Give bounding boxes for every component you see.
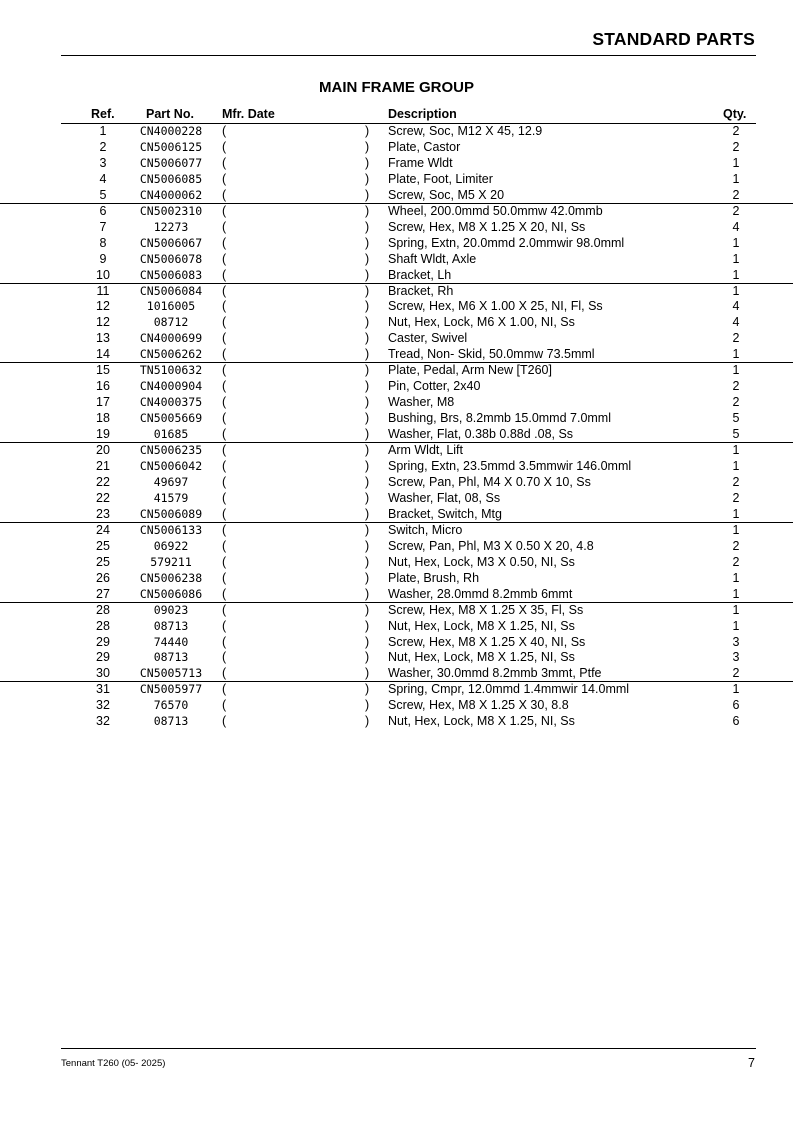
mfr-date-close-paren: )	[365, 203, 370, 218]
part-number-cell: CN5006077	[139, 155, 203, 170]
description-cell: Washer, Flat, 0.38b 0.88d .08, Ss	[388, 427, 574, 442]
ref-cell: 22	[96, 474, 110, 489]
description-cell: Bracket, Switch, Mtg	[388, 506, 502, 521]
part-number-cell: CN5006084	[139, 283, 203, 298]
ref-cell: 29	[96, 650, 110, 665]
footer-document-id: Tennant T260 (05- 2025)	[61, 1058, 166, 1069]
mfr-date-close-paren: )	[365, 124, 370, 138]
mfr-date-close-paren: )	[365, 411, 370, 426]
qty-cell: 1	[732, 251, 740, 266]
qty-cell: 4	[732, 315, 740, 330]
table-row	[0, 523, 793, 539]
qty-cell: 1	[732, 363, 740, 378]
qty-cell: 2	[732, 124, 740, 138]
mfr-date-close-paren: )	[365, 506, 370, 521]
part-number-cell: CN4000375	[139, 395, 203, 410]
mfr-date-close-paren: )	[365, 315, 370, 330]
mfr-date-open-paren: (	[222, 139, 227, 154]
mfr-date-open-paren: (	[222, 554, 227, 569]
table-row	[0, 666, 793, 682]
qty-cell: 1	[732, 618, 740, 633]
mfr-date-open-paren: (	[222, 299, 227, 314]
description-cell: Screw, Hex, M6 X 1.00 X 25, NI, Fl, Ss	[388, 299, 603, 314]
part-number-cell: CN4000699	[139, 331, 203, 346]
qty-cell: 6	[732, 698, 740, 713]
description-cell: Switch, Micro	[388, 522, 463, 537]
table-row	[0, 284, 793, 300]
ref-cell: 8	[99, 235, 107, 250]
table-row	[0, 204, 793, 220]
table-row	[0, 539, 793, 555]
mfr-date-open-paren: (	[222, 714, 227, 729]
qty-cell: 1	[732, 283, 740, 298]
ref-cell: 2	[99, 139, 107, 154]
table-row	[0, 347, 793, 363]
mfr-date-close-paren: )	[365, 267, 370, 282]
description-cell: Nut, Hex, Lock, M8 X 1.25, NI, Ss	[388, 714, 575, 729]
mfr-date-open-paren: (	[222, 634, 227, 649]
description-cell: Washer, 28.0mmd 8.2mmb 6mmt	[388, 586, 573, 601]
description-cell: Screw, Hex, M8 X 1.25 X 40, NI, Ss	[388, 634, 586, 649]
part-number-cell: CN5006042	[139, 459, 203, 474]
table-row	[0, 411, 793, 427]
qty-cell: 1	[732, 586, 740, 601]
mfr-date-close-paren: )	[365, 570, 370, 585]
part-number-cell: 08712	[153, 315, 189, 330]
qty-cell: 1	[732, 459, 740, 474]
ref-cell: 29	[96, 634, 110, 649]
mfr-date-open-paren: (	[222, 267, 227, 282]
ref-cell: 12	[96, 299, 110, 314]
description-cell: Washer, 30.0mmd 8.2mmb 3mmt, Ptfe	[388, 666, 602, 681]
part-number-cell: CN5006067	[139, 235, 203, 250]
part-number-cell: CN5006078	[139, 251, 203, 266]
mfr-date-close-paren: )	[365, 187, 370, 202]
description-cell: Wheel, 200.0mmd 50.0mmw 42.0mmb	[388, 203, 603, 218]
qty-cell: 1	[732, 171, 740, 186]
mfr-date-close-paren: )	[365, 395, 370, 410]
group-title: MAIN FRAME GROUP	[319, 79, 474, 96]
description-cell: Spring, Extn, 23.5mmd 3.5mmwir 146.0mml	[388, 459, 632, 474]
mfr-date-open-paren: (	[222, 522, 227, 537]
table-row	[0, 714, 793, 730]
part-number-cell: CN5005713	[139, 666, 203, 681]
mfr-date-close-paren: )	[365, 698, 370, 713]
part-number-cell: CN5002310	[139, 203, 203, 218]
table-row	[0, 156, 793, 172]
table-row	[0, 236, 793, 252]
description-cell: Nut, Hex, Lock, M3 X 0.50, NI, Ss	[388, 554, 575, 569]
part-number-cell: 579211	[150, 554, 192, 569]
mfr-date-close-paren: )	[365, 171, 370, 186]
description-cell: Screw, Hex, M8 X 1.25 X 20, NI, Ss	[388, 219, 586, 234]
ref-cell: 28	[96, 602, 110, 617]
description-cell: Washer, M8	[388, 395, 455, 410]
table-row	[0, 188, 793, 204]
qty-cell: 1	[732, 235, 740, 250]
column-header-qty: Qty.	[723, 107, 747, 121]
ref-cell: 16	[96, 379, 110, 394]
mfr-date-open-paren: (	[222, 203, 227, 218]
mfr-date-close-paren: )	[365, 586, 370, 601]
mfr-date-open-paren: (	[222, 618, 227, 633]
table-row	[0, 682, 793, 698]
ref-cell: 28	[96, 618, 110, 633]
table-row	[0, 587, 793, 603]
ref-cell: 6	[99, 203, 107, 218]
qty-cell: 5	[732, 427, 740, 442]
description-cell: Nut, Hex, Lock, M8 X 1.25, NI, Ss	[388, 618, 575, 633]
table-row	[0, 220, 793, 236]
mfr-date-open-paren: (	[222, 427, 227, 442]
table-row	[0, 459, 793, 475]
table-row	[0, 427, 793, 443]
mfr-date-open-paren: (	[222, 474, 227, 489]
ref-cell: 5	[99, 187, 107, 202]
mfr-date-open-paren: (	[222, 570, 227, 585]
part-number-cell: 74440	[153, 634, 189, 649]
mfr-date-close-paren: )	[365, 602, 370, 617]
mfr-date-close-paren: )	[365, 219, 370, 234]
mfr-date-close-paren: )	[365, 666, 370, 681]
part-number-cell: TN5100632	[139, 363, 203, 378]
part-number-cell: 06922	[153, 538, 189, 553]
mfr-date-close-paren: )	[365, 363, 370, 378]
ref-cell: 25	[96, 538, 110, 553]
part-number-cell: CN4000062	[139, 187, 203, 202]
mfr-date-open-paren: (	[222, 666, 227, 681]
description-cell: Caster, Swivel	[388, 331, 468, 346]
part-number-cell: 12273	[153, 219, 189, 234]
table-row	[0, 507, 793, 523]
mfr-date-close-paren: )	[365, 299, 370, 314]
column-header-part-no: Part No.	[146, 107, 194, 121]
qty-cell: 2	[732, 490, 740, 505]
mfr-date-open-paren: (	[222, 363, 227, 378]
table-row	[0, 379, 793, 395]
ref-cell: 30	[96, 666, 110, 681]
ref-cell: 3	[99, 155, 107, 170]
part-number-cell: CN5006089	[139, 506, 203, 521]
qty-cell: 1	[732, 443, 740, 458]
qty-cell: 2	[732, 379, 740, 394]
page-number: 7	[748, 1056, 755, 1070]
qty-cell: 2	[732, 474, 740, 489]
part-number-cell: CN5005669	[139, 411, 203, 426]
column-header-mfr-date: Mfr. Date	[222, 107, 275, 121]
part-number-cell: CN4000904	[139, 379, 203, 394]
mfr-date-open-paren: (	[222, 698, 227, 713]
qty-cell: 3	[732, 650, 740, 665]
mfr-date-open-paren: (	[222, 459, 227, 474]
table-row	[0, 571, 793, 587]
qty-cell: 2	[732, 187, 740, 202]
mfr-date-open-paren: (	[222, 235, 227, 250]
ref-cell: 32	[96, 714, 110, 729]
header-rule	[61, 55, 756, 56]
part-number-cell: CN5006085	[139, 171, 203, 186]
mfr-date-close-paren: )	[365, 251, 370, 266]
qty-cell: 1	[732, 682, 740, 697]
part-number-cell: 08713	[153, 650, 189, 665]
part-number-cell: 76570	[153, 698, 189, 713]
mfr-date-close-paren: )	[365, 474, 370, 489]
qty-cell: 4	[732, 299, 740, 314]
description-cell: Screw, Hex, M8 X 1.25 X 30, 8.8	[388, 698, 569, 713]
ref-cell: 4	[99, 171, 107, 186]
ref-cell: 10	[96, 267, 110, 282]
part-number-cell: CN5005977	[139, 682, 203, 697]
ref-cell: 18	[96, 411, 110, 426]
mfr-date-close-paren: )	[365, 522, 370, 537]
part-number-cell: 1016005	[146, 299, 196, 314]
table-row	[0, 268, 793, 284]
table-row	[0, 331, 793, 347]
part-number-cell: CN5006086	[139, 586, 203, 601]
ref-cell: 32	[96, 698, 110, 713]
description-cell: Plate, Castor	[388, 139, 461, 154]
mfr-date-open-paren: (	[222, 124, 227, 138]
column-header-description: Description	[388, 107, 457, 121]
table-row	[0, 475, 793, 491]
mfr-date-open-paren: (	[222, 602, 227, 617]
description-cell: Screw, Pan, Phl, M4 X 0.70 X 10, Ss	[388, 474, 591, 489]
qty-cell: 1	[732, 570, 740, 585]
part-number-cell: 08713	[153, 618, 189, 633]
part-number-cell: 08713	[153, 714, 189, 729]
table-row	[0, 698, 793, 714]
mfr-date-open-paren: (	[222, 506, 227, 521]
mfr-date-close-paren: )	[365, 650, 370, 665]
description-cell: Screw, Soc, M12 X 45, 12.9	[388, 124, 543, 138]
mfr-date-open-paren: (	[222, 315, 227, 330]
ref-cell: 27	[96, 586, 110, 601]
ref-cell: 25	[96, 554, 110, 569]
description-cell: Pin, Cotter, 2x40	[388, 379, 481, 394]
qty-cell: 1	[732, 155, 740, 170]
mfr-date-open-paren: (	[222, 586, 227, 601]
table-row	[0, 619, 793, 635]
part-number-cell: 09023	[153, 602, 189, 617]
mfr-date-open-paren: (	[222, 347, 227, 362]
qty-cell: 4	[732, 219, 740, 234]
qty-cell: 2	[732, 139, 740, 154]
ref-cell: 26	[96, 570, 110, 585]
description-cell: Plate, Pedal, Arm New [T260]	[388, 363, 552, 378]
table-row	[0, 140, 793, 156]
part-number-cell: CN5006133	[139, 522, 203, 537]
part-number-cell: CN5006238	[139, 570, 203, 585]
table-row	[0, 491, 793, 507]
qty-cell: 1	[732, 522, 740, 537]
description-cell: Nut, Hex, Lock, M8 X 1.25, NI, Ss	[388, 650, 575, 665]
mfr-date-close-paren: )	[365, 714, 370, 729]
description-cell: Bushing, Brs, 8.2mmb 15.0mmd 7.0mml	[388, 411, 611, 426]
qty-cell: 5	[732, 411, 740, 426]
ref-cell: 24	[96, 522, 110, 537]
table-row	[0, 172, 793, 188]
description-cell: Nut, Hex, Lock, M6 X 1.00, NI, Ss	[388, 315, 575, 330]
table-row	[0, 603, 793, 619]
part-number-cell: 41579	[153, 490, 189, 505]
mfr-date-close-paren: )	[365, 443, 370, 458]
mfr-date-close-paren: )	[365, 379, 370, 394]
ref-cell: 15	[96, 363, 110, 378]
table-row	[0, 315, 793, 331]
description-cell: Frame Wldt	[388, 155, 453, 170]
mfr-date-open-paren: (	[222, 650, 227, 665]
mfr-date-open-paren: (	[222, 283, 227, 298]
mfr-date-close-paren: )	[365, 427, 370, 442]
ref-cell: 21	[96, 459, 110, 474]
mfr-date-close-paren: )	[365, 634, 370, 649]
qty-cell: 1	[732, 267, 740, 282]
qty-cell: 2	[732, 666, 740, 681]
footer-rule	[61, 1048, 756, 1049]
qty-cell: 1	[732, 602, 740, 617]
mfr-date-open-paren: (	[222, 395, 227, 410]
part-number-cell: CN5006083	[139, 267, 203, 282]
mfr-date-open-paren: (	[222, 682, 227, 697]
table-row	[0, 650, 793, 666]
table-row	[0, 124, 793, 140]
mfr-date-open-paren: (	[222, 538, 227, 553]
mfr-date-close-paren: )	[365, 618, 370, 633]
mfr-date-open-paren: (	[222, 187, 227, 202]
ref-cell: 9	[99, 251, 107, 266]
description-cell: Bracket, Lh	[388, 267, 452, 282]
part-number-cell: CN4000228	[139, 124, 203, 138]
ref-cell: 7	[99, 219, 107, 234]
page-header-title: STANDARD PARTS	[592, 29, 755, 49]
mfr-date-close-paren: )	[365, 139, 370, 154]
mfr-date-close-paren: )	[365, 235, 370, 250]
part-number-cell: CN5006235	[139, 443, 203, 458]
mfr-date-open-paren: (	[222, 155, 227, 170]
part-number-cell: 49697	[153, 474, 189, 489]
mfr-date-close-paren: )	[365, 155, 370, 170]
description-cell: Tread, Non- Skid, 50.0mmw 73.5mml	[388, 347, 595, 362]
description-cell: Washer, Flat, 08, Ss	[388, 490, 501, 505]
qty-cell: 2	[732, 538, 740, 553]
description-cell: Plate, Brush, Rh	[388, 570, 480, 585]
mfr-date-open-paren: (	[222, 379, 227, 394]
mfr-date-close-paren: )	[365, 538, 370, 553]
ref-cell: 1	[99, 124, 107, 138]
ref-cell: 20	[96, 443, 110, 458]
table-row	[0, 635, 793, 651]
ref-cell: 14	[96, 347, 110, 362]
ref-cell: 12	[96, 315, 110, 330]
qty-cell: 2	[732, 203, 740, 218]
description-cell: Shaft Wldt, Axle	[388, 251, 477, 266]
description-cell: Screw, Pan, Phl, M3 X 0.50 X 20, 4.8	[388, 538, 594, 553]
mfr-date-open-paren: (	[222, 219, 227, 234]
qty-cell: 1	[732, 347, 740, 362]
qty-cell: 2	[732, 395, 740, 410]
part-number-cell: CN5006125	[139, 139, 203, 154]
mfr-date-close-paren: )	[365, 347, 370, 362]
qty-cell: 1	[732, 506, 740, 521]
part-number-cell: CN5006262	[139, 347, 203, 362]
part-number-cell: 01685	[153, 427, 189, 442]
mfr-date-open-paren: (	[222, 443, 227, 458]
description-cell: Bracket, Rh	[388, 283, 454, 298]
description-cell: Arm Wldt, Lift	[388, 443, 464, 458]
ref-cell: 19	[96, 427, 110, 442]
table-row	[0, 299, 793, 315]
mfr-date-open-paren: (	[222, 171, 227, 186]
mfr-date-close-paren: )	[365, 490, 370, 505]
ref-cell: 11	[96, 283, 110, 298]
description-cell: Screw, Soc, M5 X 20	[388, 187, 505, 202]
ref-cell: 22	[96, 490, 110, 505]
qty-cell: 2	[732, 331, 740, 346]
mfr-date-close-paren: )	[365, 554, 370, 569]
ref-cell: 23	[96, 506, 110, 521]
mfr-date-close-paren: )	[365, 682, 370, 697]
mfr-date-open-paren: (	[222, 331, 227, 346]
ref-cell: 17	[96, 395, 110, 410]
ref-cell: 31	[96, 682, 110, 697]
mfr-date-open-paren: (	[222, 251, 227, 266]
table-row	[0, 443, 793, 459]
parts-table	[0, 124, 793, 730]
table-row	[0, 252, 793, 268]
mfr-date-close-paren: )	[365, 331, 370, 346]
mfr-date-open-paren: (	[222, 411, 227, 426]
table-row	[0, 395, 793, 411]
qty-cell: 6	[732, 714, 740, 729]
description-cell: Screw, Hex, M8 X 1.25 X 35, Fl, Ss	[388, 602, 584, 617]
description-cell: Spring, Cmpr, 12.0mmd 1.4mmwir 14.0mml	[388, 682, 630, 697]
description-cell: Spring, Extn, 20.0mmd 2.0mmwir 98.0mml	[388, 235, 625, 250]
mfr-date-close-paren: )	[365, 459, 370, 474]
description-cell: Plate, Foot, Limiter	[388, 171, 493, 186]
column-header-ref: Ref.	[91, 107, 115, 121]
table-row	[0, 555, 793, 571]
mfr-date-open-paren: (	[222, 490, 227, 505]
qty-cell: 3	[732, 634, 740, 649]
ref-cell: 13	[96, 331, 110, 346]
table-row	[0, 363, 793, 379]
qty-cell: 2	[732, 554, 740, 569]
mfr-date-close-paren: )	[365, 283, 370, 298]
